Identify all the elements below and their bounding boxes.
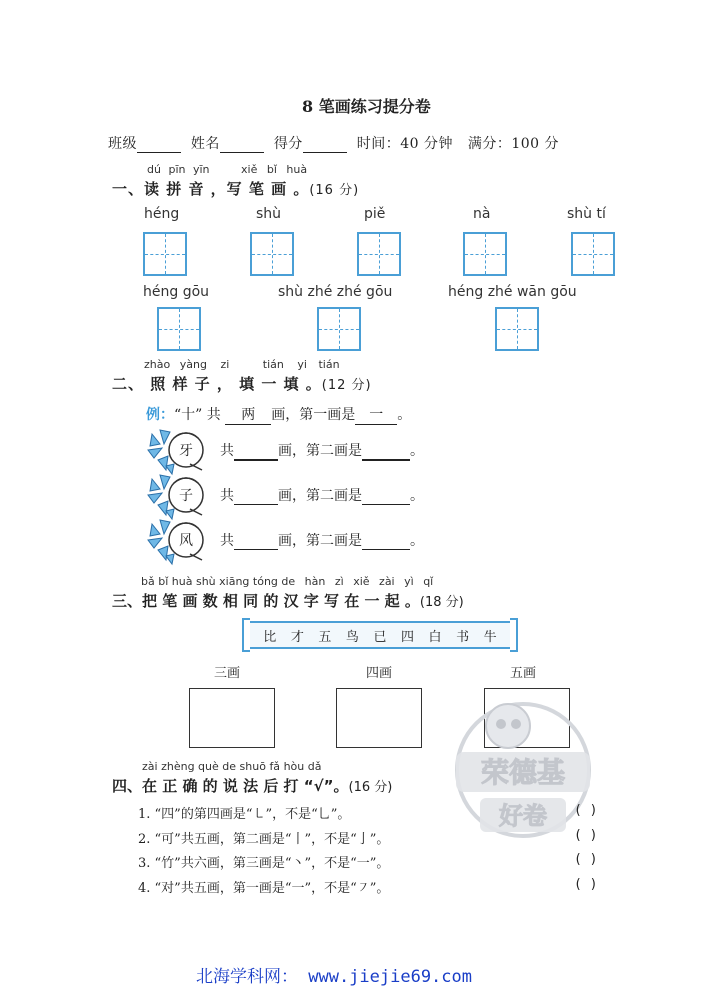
s2-item-row <box>220 530 424 550</box>
s1-pinyin <box>147 163 307 176</box>
item-gong: 共 <box>220 488 234 504</box>
s4-heading <box>112 775 392 796</box>
pinyin-label: nà <box>473 206 491 222</box>
answer-parentheses[interactable]: ( ) <box>574 852 598 867</box>
stroke-blank[interactable] <box>362 443 410 461</box>
item-gong: 共 <box>220 533 234 549</box>
pinyin: xiāng <box>219 575 250 588</box>
full-score-label: 满分：100 分 <box>467 136 560 152</box>
pinyin: xiě <box>353 575 370 588</box>
bank-char: 四 <box>401 629 415 645</box>
pinyin: zi <box>220 358 230 371</box>
s2-heading <box>112 373 372 394</box>
footer-site[interactable]: 北海学科网： www.jiejie69.com <box>196 967 472 987</box>
s2-score: (12 分) <box>321 378 372 393</box>
bank-char: 牛 <box>483 629 497 645</box>
answer-box-three-strokes[interactable] <box>189 688 275 748</box>
item-gong: 共 <box>220 443 234 459</box>
count-blank[interactable] <box>234 488 278 505</box>
flower-picture <box>144 471 206 521</box>
s2-heading-text: 二、 照 样 子 ， 填 一 填 。 <box>112 375 322 393</box>
pinyin: qǐ <box>423 575 434 588</box>
writing-grid[interactable] <box>157 307 201 351</box>
item-mid: 画，第二画是 <box>278 533 362 549</box>
pinyin: hòu <box>283 760 305 773</box>
pinyin: zài <box>142 760 158 773</box>
writing-grid[interactable] <box>495 307 539 351</box>
group-label: 四画 <box>366 666 393 681</box>
pinyin: tóng <box>252 575 278 588</box>
pinyin: hàn <box>304 575 326 588</box>
pinyin: huà <box>286 163 308 176</box>
writing-grid[interactable] <box>357 232 401 276</box>
pinyin: yi <box>297 358 307 371</box>
group-label: 五画 <box>510 666 537 681</box>
question-text: 3. “竹”共六画，第三画是“丶”，不是“一”。 <box>138 856 390 871</box>
item-char: 子 <box>179 488 193 504</box>
pinyin: dú <box>147 163 161 176</box>
time-label: 时间：40 分钟 <box>356 136 453 152</box>
flower-picture <box>144 516 206 566</box>
score-label: 得分 <box>273 136 303 152</box>
pinyin-label: héng gōu <box>143 284 210 300</box>
count-blank[interactable] <box>234 443 278 461</box>
pinyin: huà <box>171 575 193 588</box>
answer-box-four-strokes[interactable] <box>336 688 422 748</box>
count-blank[interactable] <box>234 533 278 550</box>
item-end: 。 <box>410 488 424 504</box>
bank-char: 才 <box>290 629 304 645</box>
s2-example <box>146 404 411 425</box>
watermark-line2: 好卷 <box>499 802 547 830</box>
pinyin-label: shù <box>256 206 282 222</box>
class-field[interactable] <box>137 136 181 153</box>
writing-grid[interactable] <box>317 307 361 351</box>
item-end: 。 <box>410 533 424 549</box>
pinyin: zì <box>334 575 344 588</box>
s1-score: (16 分) <box>309 183 360 198</box>
writing-grid[interactable] <box>143 232 187 276</box>
bank-char: 书 <box>456 629 470 645</box>
watermark-logo <box>448 690 598 850</box>
item-char: 风 <box>179 533 193 549</box>
pinyin-label: shù zhé zhé gōu <box>278 284 393 300</box>
s2-pinyin <box>144 358 340 371</box>
pinyin: què <box>198 760 219 773</box>
s1-heading <box>112 178 359 199</box>
item-end: 。 <box>410 443 424 459</box>
stroke-blank[interactable] <box>362 488 410 505</box>
pinyin: yì <box>404 575 414 588</box>
character-bank <box>246 621 514 649</box>
bank-char: 五 <box>318 629 332 645</box>
s2-item-row <box>220 440 424 461</box>
page-title: 8 笔画练习提分卷 <box>302 97 431 116</box>
example-first-stroke: 一 <box>355 404 397 425</box>
pinyin: fǎ <box>269 760 281 773</box>
score-field[interactable] <box>303 136 347 153</box>
example-char: “十” <box>174 407 203 423</box>
group-label: 三画 <box>214 666 241 681</box>
pinyin: yàng <box>179 358 207 371</box>
example-end: 。 <box>397 407 412 423</box>
answer-parentheses[interactable]: ( ) <box>574 828 598 843</box>
pinyin: tián <box>262 358 284 371</box>
answer-parentheses[interactable]: ( ) <box>574 803 598 818</box>
stroke-blank[interactable] <box>362 533 410 550</box>
pinyin: zài <box>379 575 395 588</box>
s4-score: (16 分) <box>348 780 393 795</box>
pinyin: bǐ <box>266 163 277 176</box>
example-count: 两 <box>225 404 271 425</box>
pinyin: yīn <box>192 163 210 176</box>
bank-char: 已 <box>373 629 387 645</box>
answer-parentheses[interactable]: ( ) <box>574 877 598 892</box>
example-mid: 画，第一画是 <box>271 407 356 423</box>
pinyin-label: héng zhé wān gōu <box>448 284 577 300</box>
name-field[interactable] <box>220 136 264 153</box>
example-gong: 共 <box>206 407 221 423</box>
item-char: 牙 <box>179 443 193 459</box>
writing-grid[interactable] <box>571 232 615 276</box>
pinyin: zhào <box>144 358 171 371</box>
watermark-line1: 荣德基 <box>480 756 566 789</box>
s3-heading-text: 三、把 笔 画 数 相 同 的 汉 字 写 在 一 起 。 <box>112 592 420 610</box>
bank-char: 白 <box>428 629 442 645</box>
s3-heading <box>112 590 464 611</box>
bank-char: 鸟 <box>345 629 359 645</box>
info-row <box>108 133 559 153</box>
pinyin: de <box>281 575 296 588</box>
class-label: 班级 <box>108 136 137 152</box>
pinyin-label: piě <box>364 206 386 222</box>
example-label: 例： <box>146 407 174 423</box>
s3-score: (18 分) <box>419 595 464 610</box>
s4-heading-text: 四、在 正 确 的 说 法 后 打 “√”。 <box>112 777 349 795</box>
name-label: 姓名 <box>190 136 220 152</box>
pinyin: shuō <box>239 760 266 773</box>
pinyin: tián <box>318 358 340 371</box>
writing-grid[interactable] <box>250 232 294 276</box>
question-text: 2. “可”共五画，第二画是“丨”，不是“亅”。 <box>138 832 390 847</box>
s1-heading-text: 一、读 拼 音 ，写 笔 画 。 <box>112 180 310 198</box>
question-text: 4. “对”共五画，第一画是“一”，不是“㇇”。 <box>138 881 390 896</box>
question-text: 1. “四”的第四画是“㇄”，不是“乚”。 <box>138 807 351 822</box>
pinyin: pīn <box>168 163 186 176</box>
pinyin: bǐ <box>158 575 169 588</box>
flower-picture <box>144 426 206 476</box>
item-mid: 画，第二画是 <box>278 443 362 459</box>
s2-item-row <box>220 485 424 505</box>
pinyin-label: shù tí <box>567 206 606 222</box>
pinyin: dǎ <box>307 760 322 773</box>
item-mid: 画，第二画是 <box>278 488 362 504</box>
writing-grid[interactable] <box>463 232 507 276</box>
s4-pinyin <box>142 760 321 773</box>
pinyin: zhèng <box>161 760 195 773</box>
pinyin: xiě <box>241 163 258 176</box>
bank-char: 比 <box>263 629 277 645</box>
pinyin-label: héng <box>144 206 180 222</box>
pinyin: shù <box>195 575 216 588</box>
pinyin: de <box>222 760 237 773</box>
s3-pinyin <box>141 575 433 588</box>
pinyin: bǎ <box>141 575 155 588</box>
